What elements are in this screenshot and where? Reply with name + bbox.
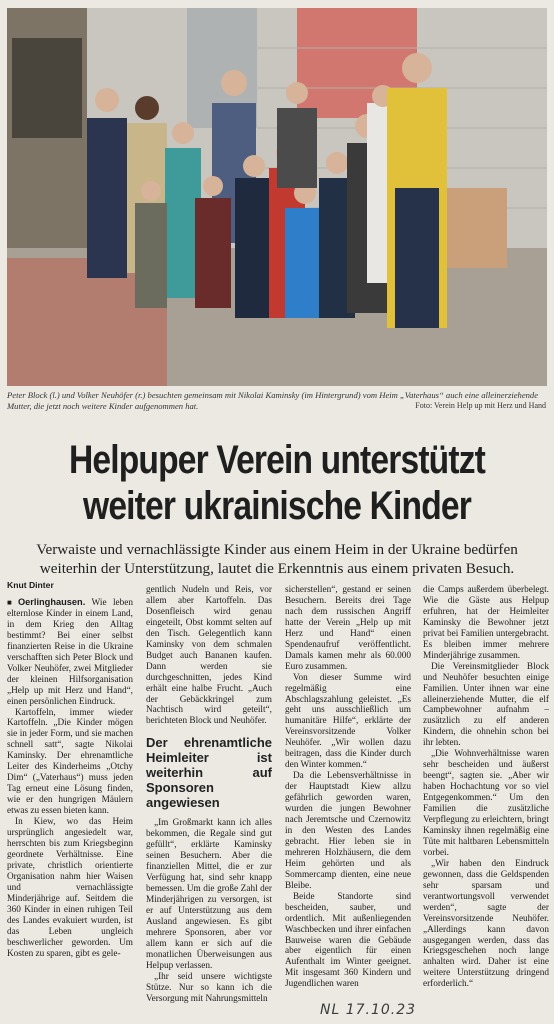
paragraph: Die Vereinsmitglieder Block und Neuhöfer besuchten einige Familien. Unter ihnen war eine alleinerziehende Mutter, die elf Campbewohner aufnahm – zusätzlich zu elf anderen Kindern, die ohnehin schon bei ihr lebten. <box>423 661 549 749</box>
handwritten-date: NL 17.10.23 <box>320 1002 417 1018</box>
article-column-2 <box>146 585 272 1005</box>
paragraph: „Die Wohnverhältnisse waren sehr bescheiden und äußerst beengt“, sagten sie. „Aber wir haben Hochachtung vor so viel Entgegenkommen.“ Um den Familien die zusätzliche Verpflegung zu erleichtern, bringt Kaminsky ihnen regelmäßig eine Tüte mit haltbaren Lebensmitteln vorbei. <box>423 749 549 858</box>
paragraph: „Im Großmarkt kann ich alles bekommen, die Regale sind gut gefüllt“, erklärte Kaminsky seinen Besuchern. Aber die finanziellen Mittel, die er zur Verfügung hat, sind sehr knapp bemessen. Um die große Zahl der Minderjährigen zu versorgen, ist er auf Unterstützung aus dem Ausland angewiesen. Es gibt mehrere Sponsoren, aber vor allem kann er sich auf die monatlichen Überweisungen aus Helpup verlassen. <box>146 818 272 971</box>
article-column-4 <box>423 585 549 990</box>
paragraph: gentlich Nudeln und Reis, vor allem aber Kartoffeln. Das Dosenfleisch wird genau eingeteilt, Obst kommt selten auf den Tisch. Gelegentlich kann Kaminsky von dem schmalen Budget auch Bananen kaufen. Dann werden sie durchgeschnitten, jedes Kind erhält eine halbe Frucht. „Auch der Gebäckkringel zum Nachtisch wird geteilt“, berichteten Block und Neuhöfer. <box>146 585 272 727</box>
paragraph: die Camps außerdem überbelegt. Wie die Gäste aus Helpup erfuhren, hat der Heimleiter Kaminsky die Bewohner jetzt privat bei Familien untergebracht. Es bleiben immer mehrere Minderjährige zusammen. <box>423 585 549 661</box>
headline-line-2: weiter ukrainische Kinder <box>83 484 471 528</box>
intertitle: Der ehrenamtliche Heimleiter ist weiterhin auf Sponsoren angewiesen <box>146 735 272 811</box>
paragraph: „Wir haben den Eindruck gewonnen, dass die Geldspenden sehr sparsam und verantwortungsvoll verwendet werden“, sagte der Vereinsvorsitzende Neuhöfer. „Allerdings kann davon ausgegangen werden, dass das Kriegsgeschehen noch lange anhalten wird. Daher ist eine weitere Unterstützung dringend erforderlich.“ <box>423 858 549 990</box>
caption-text: Peter Block (l.) und Volker Neuhöfer (r.) besuchten gemeinsam mit Nikolai Kaminsky (im Hintergrund) vom Heim „Vaterhaus“ auch eine alleinerziehende Mutter, die jetzt noch weitere Kinder aufgenommen hat. <box>7 390 539 411</box>
paragraph: Da die Lebensverhältnisse in der Hauptstadt Kiew allzu gefährlich geworden waren, wurden die jungen Bewohner nach Jeremtsche und Czernowitz in den Westen des Landes gebracht. Hier leben sie in mehreren Holzhäusern, die dem Heim gehörten und als Sommercamp dienten, eine neue Bleibe. <box>285 771 411 891</box>
paragraph <box>7 597 133 708</box>
photo-credit: Foto: Verein Help up mit Herz und Hand <box>415 401 546 410</box>
paragraph: Von dieser Summe wird regelmäßig eine Abschlagszahlung geleistet. „Es geht uns ausschließlich um humanitäre Hilfe“, erklärte der Vereinsvorsitzende Volker Neuhöfer. „Wir wollen dazu beitragen, dass die Kinder durch den Winter kommen.“ <box>285 672 411 771</box>
group-photo <box>7 8 547 386</box>
paragraph: Kartoffeln, immer wieder Kartoffeln. „Die Kinder mögen sie in jeder Form, und sie machen schnell satt“, sagte Nikolai Kaminsky. Der ehrenamtliche Leiter des Kinderheims „Otchy Dim“ („Vaterhaus“) muss jeden Tag erneut eine Lösung finden, wie er den hungrigen Mäulern etwas zu essen bieten kann. <box>7 707 133 817</box>
article-column-3 <box>285 585 411 990</box>
article-column-1 <box>7 597 133 959</box>
subheadline: Verwaiste und vernachlässigte Kinder aus einem Heim in der Ukraine bedürfen weiterhin der Unterstützung, lautet die Erkenntnis aus einem privaten Besuch. <box>36 541 518 577</box>
dateline: ■ Oerlinghausen. <box>7 597 85 607</box>
paragraph: sicherstellen“, gestand er seinen Besuchern. Bereits drei Tage nach dem russischen Angriff hatte der Verein „Help up mit Herz und Hand“ einen Spendenaufruf veröffentlicht. Damals kamen mehr als 60.000 Euro zusammen. <box>285 585 411 672</box>
headline <box>44 437 509 529</box>
author-byline: Knut Dinter <box>7 580 54 590</box>
paragraph: In Kiew, wo das Heim ursprünglich angesiedelt war, herrschten bis zum Kriegsbeginn geordnete Verhältnisse. Eine private, christlich orientierte Organisation nahm hier Waisen und vernachlässigte Minderjährige auf. Seitdem die 360 Kinder in einen ruhigen Teil des Landes evakuiert wurden, ist das Leben ungleich beschwerlicher geworden. Um Kosten zu sparen, gibt es gele- <box>7 817 133 959</box>
paragraph-text: Wie leben elternlose Kinder in einem Land, in dem Krieg den Alltag bestimmt? Bei einer selbst finanzierten Reise in die Ukraine verschafften sich Peter Block und Volker Neuhöfer, zwei Mitglieder der kleinen Hilfsorganisation „Help up mit Herz und Hand“, einen persönlichen Eindruck. <box>7 598 133 707</box>
paragraph: Beide Standorte sind bescheiden, sauber, und ordentlich. Mit außenliegenden Waschbecken und ihrer einfachen Bauweise waren die Gebäude aber eigentlich für einen Aufenthalt im Winter geeignet. Mit insgesamt 360 Kindern und Jugendlichen waren <box>285 891 411 990</box>
headline-line-1: Helpuper Verein unterstützt <box>68 438 486 482</box>
photo-illustration <box>7 8 547 386</box>
paragraph: „Ihr seid unsere wichtigste Stütze. Nur so kann ich die Versorgung mit Nahrungsmitteln <box>146 971 272 1004</box>
